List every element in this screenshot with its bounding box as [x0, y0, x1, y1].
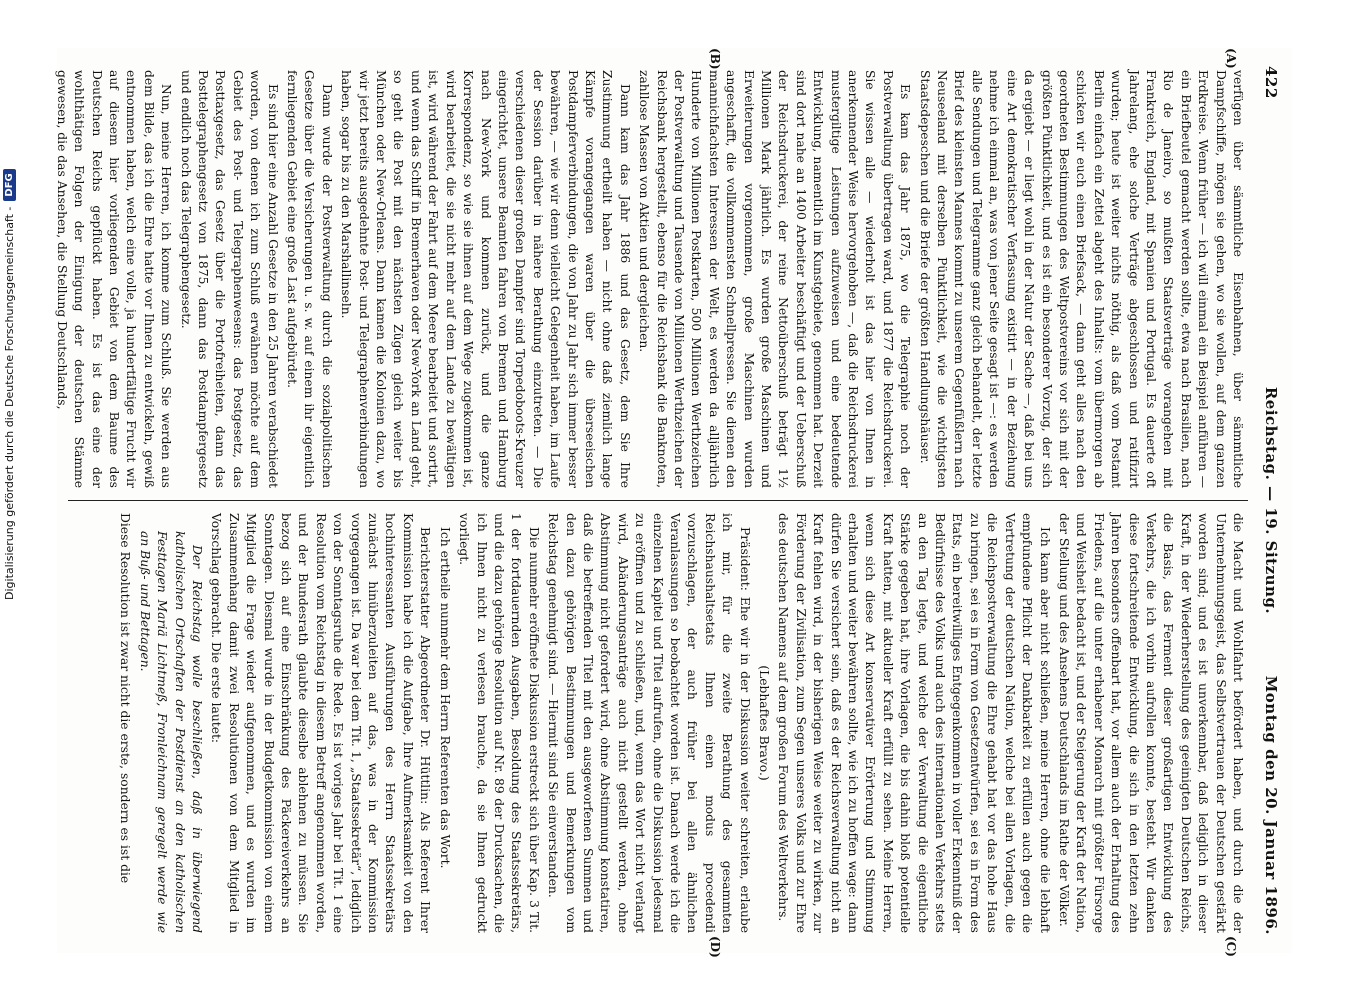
paragraph: Es kam das Jahr 1875, wo die Telegraphie noch der Postverwaltung übertragen ward, und 1877 die Reichsdruckerei. Sie wissen alle — wiederholt ist das hier von Ihnen in anerkennender Weise hervorgehoben —, daß die Reichsdruckerei mustergiltige Leistungen aufzuweisen und eine bedeutende Entwicklung, namentlich im Kunstgebiete, genommen hat. Derzeit sind dort nahe an 1400 Arbeiter beschäftigt und der Ueberschuß der Reichsdruckerei, der reine Nettoüberschuß beträgt 1½ Millionen Mark jährlich. Es wurden große Maschinen und Erweiterungen vorgenommen, große Maschinen wurden angeschafft, die vollkommensten Schnellpressen. Sie dienen den mannichfachsten Interessen der Welt, es werden da alljährlich Hunderte von Millionen Postkarten, 500 Millionen Werthzeichen der Postverwaltung und Tausende von Millionen Werthzeichen der Reichsbank hergestellt, ebenso für die Reichsbank die Banknoten, zahllose Massen von Aktien und dergleichen.	[637, 70, 913, 488]
column-divider	[68, 500, 1248, 501]
page-title: Reichstag. — 19. Sitzung.	[1262, 386, 1280, 615]
president-speech: Präsident: Ehe wir in der Diskussion weiter schreiten, erlaube ich mir, für die zweite Berathung des gesammten Reichshaushaltsetats Ihnen einen modus procedendi vorzuschlagen, der auch früher bei allen ähnlichen Veranlassungen so beobachtet worden ist. Danach werde ich die einzelnen Kapitel und Titel aufrufen, ohne die Diskussion jedesmal zu eröffnen und zu schließen, und, wenn das Wort nicht verlangt wird, Abänderungsanträge auch nicht gestellt werden, ohne Abstimmung nicht gefordert wird, ohne Abstimmung konstatiren, daß die betreffenden Titel mit den ausgeworfenen Summen und den dazu gehörigen Bestimmungen und Bemerkungen vom Reichstag genehmigt sind. — Hiermit sind Sie einverstanden.	[546, 513, 752, 933]
applause-note: (Lebhaftes Bravo.)	[757, 665, 772, 781]
scanned-page	[54, 48, 1292, 958]
margin-marker-c: (C)	[1224, 936, 1238, 957]
page-number: 422	[1262, 66, 1280, 99]
paragraph: Ich kann aber nicht schließen, meine Herren, ohne die lebhaft empfundene Pflicht der Dankbarkeit zu erfüllen auch gegen die Vertretung der deutschen Nation, welche bei allen Vorlagen, die die Reichspostverwaltung die Ehre gehabt hat vor das hohe Haus zu bringen, sei es in Form von Gesetzentwürfen, sei es in Form des Etats, ein bereitwilliges Entgegenkommen in voller Erkenntniß der Bedürfnisse des Volks und auch des internationalen Verkehrs stets an den Tag legte, und welche der Verwaltung die eigentliche Stärke gegeben hat, ihre Vorlagen, die bis dahin bloß potentielle Kraft hatten, mit aktueller Kraft erfüllt zu sehen. Meine Herren, wenn sich diese Art konservativer Erörterung und Stimmung erhalten und weiter bewähren sollte, wie ich zu hoffen wage: dann dürfen Sie versichert sein, daß es der Reichsverwaltung nicht an Kraft fehlen wird, in der bisherigen Weise weiter zu wirken, zur Förderung der Zivilisation, zum Segen unseres Volks und zur Ehre des deutschen Namens auf dem großen Forum des Weltverkehrs.	[776, 513, 1052, 933]
rapporteur-speech: Berichterstatter Abgeordneter Dr. Hüttlin: Als Referent Ihrer Kommission habe ich die Aufgabe, Ihre Aufmerksamkeit von den hochinteressanten Ausführungen des Herrn Staatssekretärs zunächst hinüberzuleiten auf das, was in der Kommission vorgegangen ist. Da war bei dem Tit. 1, „Staatssekretär“, lediglich von der Sonntagsruhe die Rede. Es ist voriges Jahr bei Tit. 1 eine Resolution vom Reichstag in diesem Betreff angenommen worden, und der Bundesrath glaubte dieselbe ablehnen zu müssen. Sie bezog sich auf eine Einschränkung des Päckereiverkehrs an Sonntagen. Diesmal wurde in der Budgetkommission von einem Mitglied die Frage wieder aufgenommen, und es wurden im Zusammenhang damit zwei Resolutionen von dem Mitglied in Vorschlag gebracht. Die erste lautet:	[209, 513, 433, 933]
paragraph: Es sind hier eine Anzahl Gesetze in den 25 Jahren verabschiedet worden, von denen ich zum Schluß erwähnen möchte auf dem Gebiet des Post- und Telegraphenwesens: das Postgesetz, das Posttaxgesetz, das Gesetz über die Portofreiheiten, dann das Posttelegraphengesetz von 1875, dann das Postdampfergesetz und endlich noch das Telegraphengesetz.	[178, 70, 280, 488]
digitization-footer	[3, 169, 16, 600]
left-column	[54, 70, 1246, 488]
footer-text: Digitalisierung gefördert durch die Deutsche Forschungsgemeinschaft -	[3, 206, 16, 600]
margin-marker-b: (B)	[708, 48, 722, 70]
dfg-logo: DFG	[3, 169, 16, 200]
paragraph: Diese Resolution ist zwar nicht die erste, sondern es ist die	[118, 513, 133, 884]
paragraph: Dann wurde der Postverwaltung durch die sozialpolitischen Gesetze über die Versicherungen u. s. w. auf einem ihr eigentlich fernliegenden Gebiet eine große Last aufgebürdet.	[285, 70, 334, 488]
paragraph: Die nunmehr eröffnete Diskussion erstreckt sich über Kap. 3 Tit. 1 der fortdauernden Ausgaben, Besoldung des Staatssekretärs, und die dazu gehörige Resolution auf Nr. 89 der Drucksachen, die ich Ihnen nicht zu verlesen brauche, da sie Ihnen gedruckt vorliegt.	[457, 513, 541, 933]
resolution-text: Der Reichstag wolle beschließen, daß in überwiegend katholischen Ortschaften der Postdienst an den katholischen Festtagen Mariä Lichtmeß, Fronleichnam geregelt werde wie an Buß- und Bettagen.	[137, 531, 205, 933]
page-header	[1250, 48, 1292, 953]
paragraph: Nun, meine Herren, ich komme zum Schluß. Sie werden aus dem Bilde, das ich die Ehre hatte vor Ihnen zu entwickeln, gewiß entnommen haben, welch eine volle, ja hundertfältige Frucht wir auf diesem hier vorliegenden Gebiet von dem Baume des Deutschen Reichs gepflückt haben. Es ist das eine der wohlthätigen Folgen der Einigung der deutschen Stämme gewesen, die das Ansehen, die Stellung Deutschlands,	[54, 70, 174, 488]
paragraph: Dann kam das Jahr 1886 und das Gesetz, dem Sie Ihre Zustimmung ertheilt haben — nicht ohne daß ziemlich lange Kämpfe vorangegangen waren über die überseeischen Postdampferverbindungen, die von Jahr zu Jahr sich immer besser bewähren, — wie wir denn vielleicht Gelegenheit haben, im Laufe der Session darüber in nähere Berathung einzutreten. — Die verschiedenen dieser großen Dampfer sind Torpedoboots-Kreuzer eingerichtet, unsere Beamten fahren von Bremen und Hamburg nach New-York und kommen zurück, und die ganze Korrespondenz, so wie sie ihnen auf dem Wege zugekommen ist, wird bearbeitet, die sie nicht mehr auf dem Lande zu bewältigen ist, wird während der Fahrt auf dem Meere bearbeitet und sortirt, und wenn das Schiff in Bremerhaven oder New-York an Land geht, so geht die Post mit den nächsten Zügen gleich weiter bis München oder New-Orleans. Dann kamen die Kolonien dazu, wo wir jetzt bereits ausgedehnte Post- und Telegraphenverbindungen haben, sogar bis zu den Marshallinseln.	[339, 70, 632, 488]
margin-marker-a: (A)	[1224, 48, 1238, 69]
paragraph: verfügen über sämmtliche Eisenbahnen, über sämmtliche Dampfschiffe, mögen sie gehen, wo sie wollen, auf dem ganzen Erdkreise. Wenn früher — ich will einmal ein Beispiel anführen — ein Briefbeutel gemacht werden sollte, etwa nach Brasilien, nach Rio de Janeiro, so mußten Staatsverträge vorangehen mit Frankreich, England, mit Spanien und Portugal. Es dauerte oft Jahrelang, ehe solche Verträge abgeschlossen und ratifizirt wurden; heute ist weiter nichts nöthig, als daß vom Postamt Berlin einfach ein Zettel abgeht des Inhalts: vom übermorgen ab schicken wir euch einen Briefsack, — dann geht alles nach den geordneten Bestimmungen des Weltpostvereins vor sich mit der größten Pünktlichkeit, und es ist ein besonderer Vorzug, der sich da ergiebt — er liegt wohl in der Natur der Sache —, daß bei uns eine Art demokratischer Verfassung existirt — in der Beziehung nehme ich einmal an, was von jener Seite gesagt ist —: es werden alle Sendungen und Telegramme ganz gleich behandelt, der letzte Brief des kleinsten Mannes kommt zu unserem Gegenfüßlern nach Neuseeland mit derselben Pünktlichkeit, wie die wichtigsten Staatsdepeschen und die Briefe der größten Handlungshäuser.	[917, 70, 1245, 488]
right-column	[76, 513, 1246, 933]
margin-marker-d: (D)	[708, 936, 722, 958]
paragraph: die Macht und Wohlfahrt befördert haben, und durch die der Unternehmungsgeist, das Selbstvertrauen der Deutschen gestärkt worden sind; und es ist unverkennbar, daß lediglich in dieser Kraft, in der Wiederherstellung des geeinigten Deutschen Reichs, die Basis, das Ferment dieser großartigen Entwicklung des Verkehrs, die ich vorhin aufrollen konnte, besteht. Wir danken diese fortschreitende Entwicklung, die sich in den letzten zehn Jahren besonders offenbart hat, vor allem auch der Erhaltung des Friedens, auf die unter erhabener Monarch mit größter Fürsorge und Weisheit bedacht ist, und der Steigerung der Kraft der Nation, der Stellung und des Ansehens Deutschlands im Rathe der Völker.	[1056, 513, 1245, 933]
paragraph: Ich ertheile nunmehr dem Herrn Referenten das Wort.	[437, 527, 452, 869]
session-date: Montag den 20. Januar 1896.	[1262, 675, 1280, 935]
